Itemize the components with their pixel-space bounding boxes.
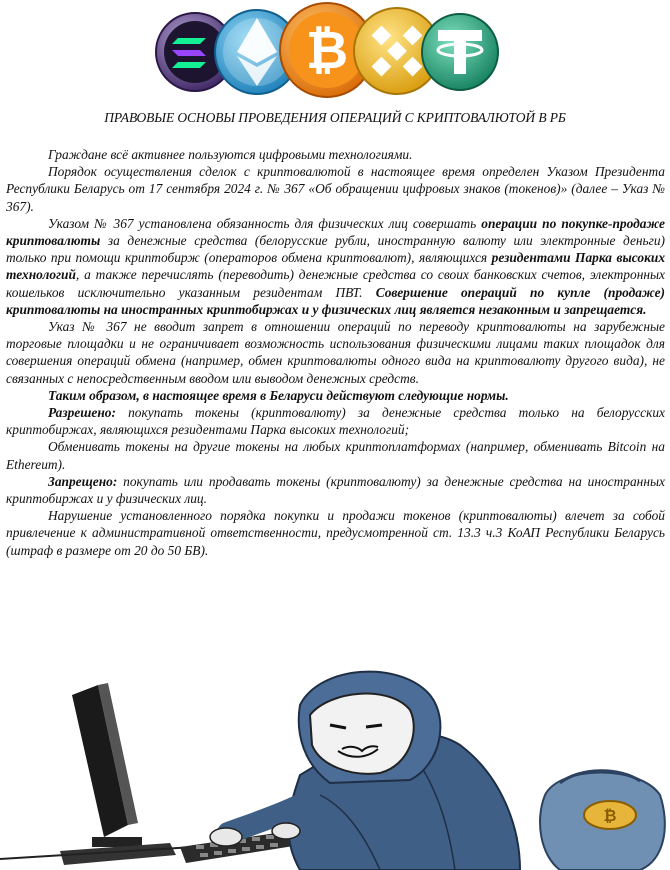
document-title: ПРАВОВЫЕ ОСНОВЫ ПРОВЕДЕНИЯ ОПЕРАЦИЙ С КРИПТОВАЛЮТОЙ В РБ [104, 110, 566, 125]
allowed-label: Разрешено: [48, 405, 116, 421]
crypto-coins-banner [0, 0, 670, 100]
paragraph-exchange: Обменивать токены на другие токены на любых криптоплатформах (например, обменивать Bitcoin на Ethereum). [6, 439, 665, 472]
text-segment: , а также перечислять (переводить) денежные средства со своих банковских счетов, электронных кошельков исключительно указанным резидентам ПВТ. [6, 267, 665, 300]
bold-segment: операции по покупке-продаже криптовалюты [6, 215, 665, 249]
text-segment: покупать или продавать токены (криптовалюту) за денежные средства на иностранных криптобиржах и у физических лиц. [6, 473, 665, 507]
paragraph-no-ban: Указ № 367 не вводит запрет в отношении операций по переводу криптовалюты на зарубежные торговые площадки и не ограничивает возможность использования физическими лицами таких площадок для совершения операций обмена (например, обмен криптовалюты одного вида на криптовалюту другого вида), не связанных с непосредственным вводом или выводом денежных средств. [6, 319, 665, 386]
document-body [6, 146, 665, 559]
monitor-illustration [60, 683, 176, 865]
bold-segment: Совершение операций по купле (продаже) криптовалюты на иностранных криптобиржах и у физических лиц является незаконным и запрещается. [6, 284, 665, 317]
paragraph-summary [6, 387, 665, 404]
paragraph-allowed [6, 404, 665, 438]
text-segment: покупать токены (криптовалюту) за денежные средства только на белорусских криптобиржах, являющихся резидентами Парка высоких технологий; [6, 405, 665, 438]
paragraph-decree: Порядок осуществления сделок с криптовалютой в настоящее время определен Указом Президента Республики Беларусь от 17 сентября 2024 г. № 367 «Об обращении цифровых знаков (токенов)» (далее – Указ № 367). [6, 164, 665, 214]
svg-text:₿: ₿ [603, 806, 617, 825]
text-segment: за денежные средства (белорусские рубли, иностранную валюту или электронные деньги) только при помощи криптобирж (операторов обмена криптовалют), являющихся [6, 233, 665, 266]
paragraph-intro: Граждане всё активнее пользуются цифровыми технологиями. [48, 147, 413, 162]
paragraph-liability: Нарушение установленного порядка покупки и продажи токенов (криптовалюты) влечет за собой привлечение к административной ответственности, предусмотренной ст. 13.3 ч.3 КоАП Республики Беларусь (штраф в размере от 20 до 50 БВ). [6, 508, 665, 558]
tether-coin [422, 14, 498, 90]
hacker-illustration [0, 655, 670, 870]
svg-text:₿: ₿ [305, 21, 349, 81]
bitcoin-bag-illustration [540, 771, 665, 870]
paragraph-obligation [6, 215, 665, 318]
bold-segment: резидентами Парка высоких технологий [6, 250, 666, 283]
forbidden-label: Запрещено: [48, 473, 118, 489]
bold-segment: Таким образом, в настоящее время в Беларуси действуют следующие нормы. [48, 387, 509, 403]
paragraph-forbidden [6, 473, 665, 507]
text-segment: Указом № 367 установлена обязанность для физических лиц совершать [48, 215, 482, 231]
